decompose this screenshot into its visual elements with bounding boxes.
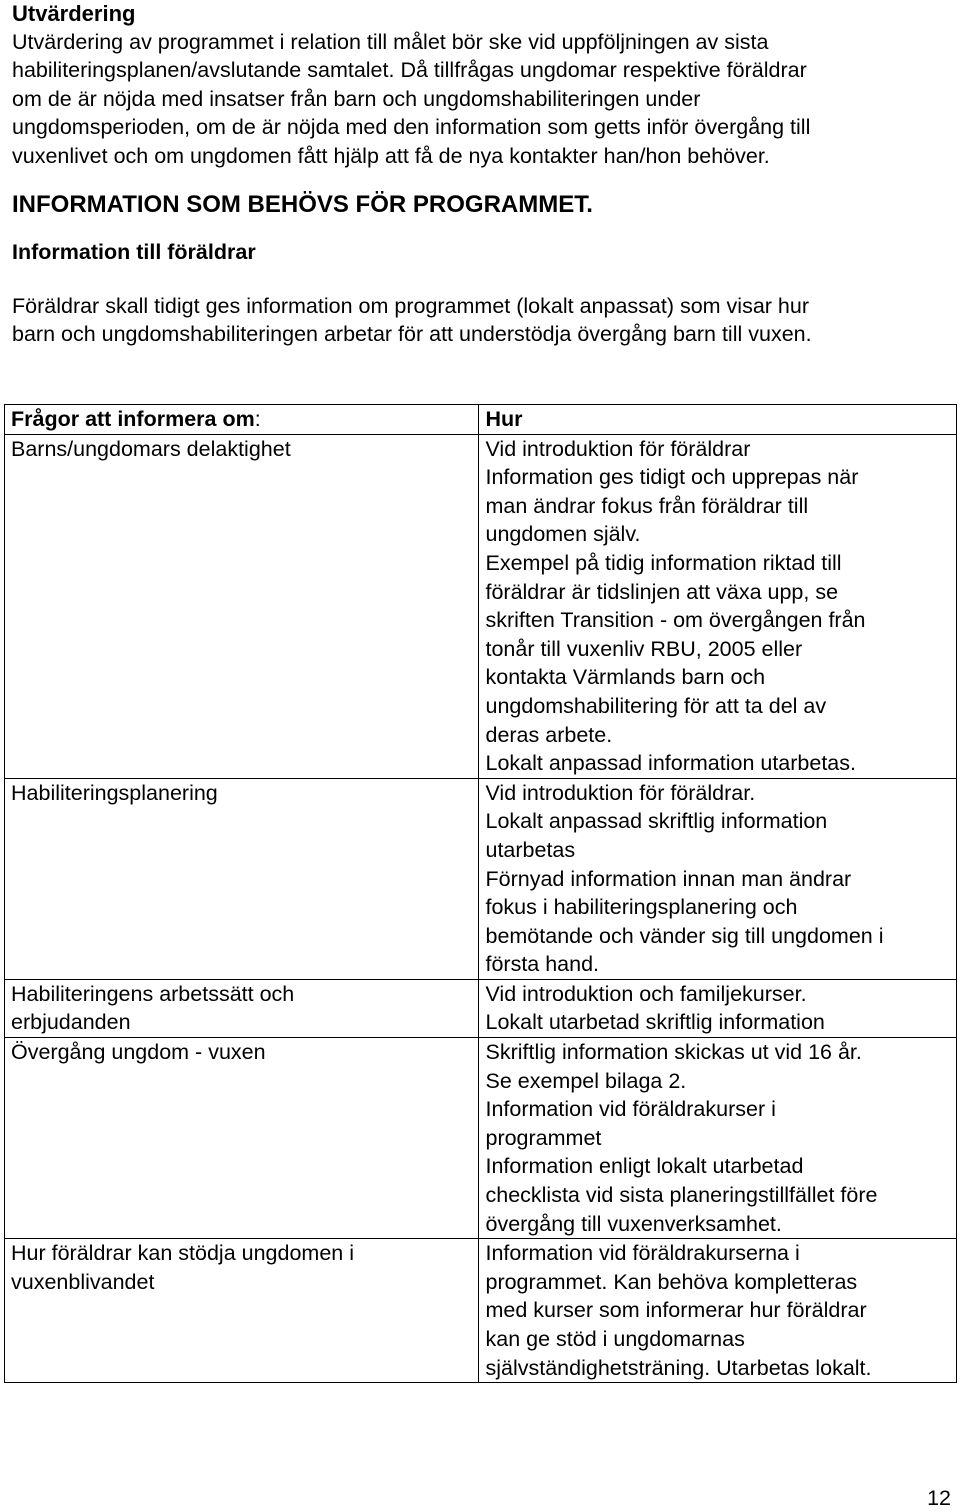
row-topic — [5, 1038, 479, 1239]
cell-line: Hur föräldrar kan stödja ungdomen i — [11, 1241, 354, 1266]
header-how-label: Hur — [485, 407, 523, 431]
cell-line: Förnyad information innan man ändrar — [485, 866, 852, 891]
cell-line: Lokalt anpassad information utarbetas. — [485, 751, 856, 776]
cell-line: Vid introduktion och familjekurser. — [485, 981, 807, 1006]
row-how — [479, 778, 957, 979]
info-heading: INFORMATION SOM BEHÖVS FÖR PROGRAMMET. — [12, 191, 593, 219]
table-row — [5, 778, 957, 979]
cell-line: programmet — [485, 1125, 602, 1150]
cell-line: Habiliteringens arbetssätt och — [11, 981, 295, 1006]
cell-line: ungdomshabilitering för att ta del av — [485, 693, 827, 718]
cell-line: fokus i habiliteringsplanering och — [485, 895, 798, 920]
cell-line: Se exempel bilaga 2. — [485, 1068, 687, 1093]
row-how — [479, 979, 957, 1037]
information-table — [4, 404, 957, 1383]
text-line: ungdomsperioden, om de är nöjda med den information som getts inför övergång till — [12, 115, 811, 140]
row-how — [479, 1239, 957, 1383]
table-row — [5, 1239, 957, 1383]
text-line: Utvärdering av programmet i relation till målet bör ske vid uppföljningen av sista — [12, 30, 769, 54]
header-questions-label: Frågor att informera om — [11, 407, 255, 431]
cell-line: deras arbete. — [485, 722, 613, 747]
cell-line: Barns/ungdomars delaktighet — [11, 436, 291, 461]
parents-heading: Information till föräldrar — [12, 240, 256, 265]
cell-line: Lokalt utarbetad skriftlig information — [485, 1010, 825, 1035]
cell-line: kan ge stöd i ungdomarnas — [485, 1327, 745, 1351]
cell-line: utarbetas — [485, 837, 576, 862]
row-topic — [5, 1239, 479, 1383]
cell-line: Vid introduktion för föräldrar — [485, 436, 751, 461]
row-topic — [5, 979, 479, 1037]
header-questions — [5, 405, 479, 435]
cell-line: Information vid föräldrakurser i — [485, 1097, 776, 1122]
text-line: Föräldrar skall tidigt ges information om programmet (lokalt anpassat) som visar hur — [12, 294, 809, 319]
cell-line: Information vid föräldrakurserna i — [485, 1241, 800, 1266]
table-header-row — [5, 405, 957, 435]
header-questions-colon: : — [254, 407, 261, 431]
cell-line: Habiliteringsplanering — [11, 780, 218, 805]
cell-line: Information enligt lokalt utarbetad — [485, 1154, 804, 1179]
cell-line: man ändrar fokus från föräldrar till — [485, 493, 809, 518]
cell-line: programmet. Kan behöva kompletteras — [485, 1269, 858, 1294]
parents-paragraph — [12, 292, 952, 349]
cell-line: bemötande och vänder sig till ungdomen i — [485, 923, 884, 948]
cell-line: övergång till vuxenverksamhet. — [485, 1211, 782, 1236]
text-line: habiliteringsplanen/avslutande samtalet. Då tillfrågas ungdomar respektive föräldrar — [12, 58, 807, 83]
evaluation-heading: Utvärdering — [12, 1, 136, 26]
header-how — [479, 405, 957, 435]
table-row — [5, 434, 957, 778]
cell-line: Information ges tidigt och upprepas när — [485, 465, 859, 490]
cell-line: checklista vid sista planeringstillfället före — [485, 1183, 878, 1208]
cell-line: Skriftlig information skickas ut vid 16 år. — [485, 1040, 862, 1065]
cell-line: tonår till vuxenliv RBU, 2005 eller — [485, 636, 803, 661]
text-line: barn och ungdomshabiliteringen arbetar för att understödja övergång barn till vuxen. — [12, 322, 812, 347]
cell-line: med kurser som informerar hur föräldrar — [485, 1298, 867, 1323]
table-row — [5, 979, 957, 1037]
cell-line: Övergång ungdom - vuxen — [11, 1040, 266, 1065]
cell-line: Exempel på tidig information riktad till — [485, 550, 842, 575]
cell-line: erbjudanden — [11, 1010, 131, 1035]
text-line: vuxenlivet och om ungdomen fått hjälp att få de nya kontakter han/hon behöver. — [12, 143, 770, 168]
cell-line: skriften Transition - om övergången från — [485, 608, 866, 633]
cell-line: första hand. — [485, 952, 600, 977]
document-page — [12, 0, 952, 349]
row-topic — [5, 778, 479, 979]
cell-line: självständighetsträning. Utarbetas lokalt. — [485, 1355, 872, 1380]
cell-line: Vid introduktion för föräldrar. — [485, 780, 756, 805]
row-how — [479, 434, 957, 778]
cell-line: Lokalt anpassad skriftlig information — [485, 809, 828, 834]
page-number: 12 — [927, 1486, 951, 1510]
table-row — [5, 1038, 957, 1239]
cell-line: kontakta Värmlands barn och — [485, 665, 766, 690]
row-topic — [5, 434, 479, 778]
cell-line: vuxenblivandet — [11, 1269, 155, 1294]
cell-line: ungdomen själv. — [485, 522, 641, 547]
text-line: om de är nöjda med insatser från barn och ungdomshabiliteringen under — [12, 86, 701, 111]
evaluation-paragraph — [12, 28, 952, 170]
row-how — [479, 1038, 957, 1239]
cell-line: föräldrar är tidslinjen att växa upp, se — [485, 579, 839, 604]
